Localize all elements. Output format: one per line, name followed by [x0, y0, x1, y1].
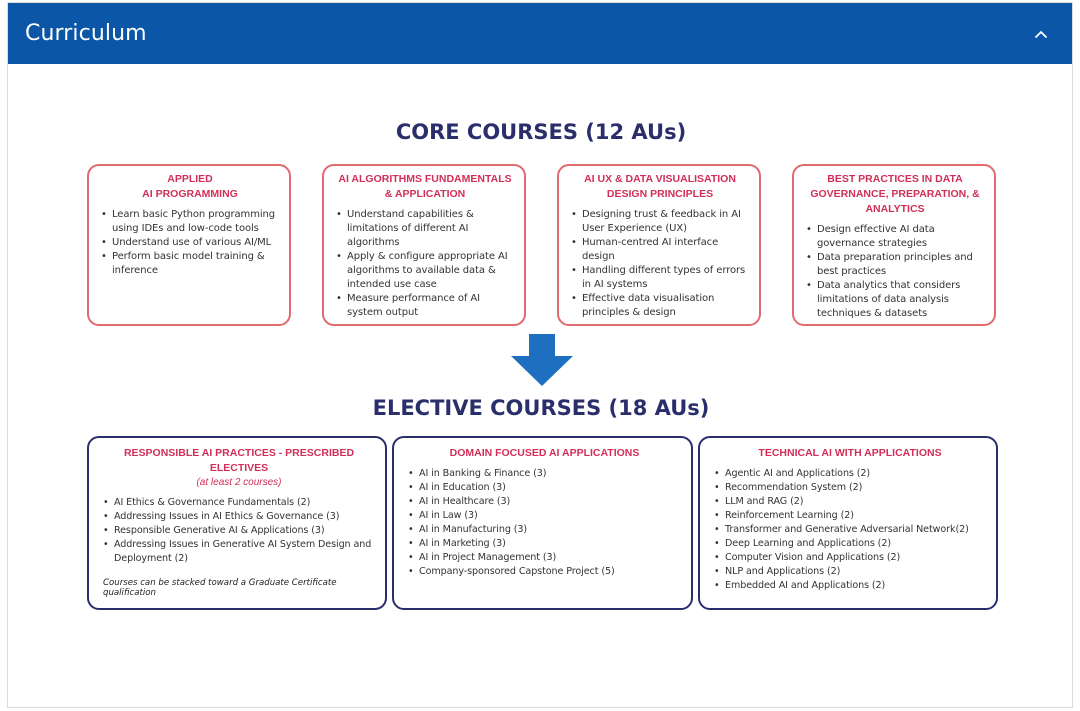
card-title: [336, 172, 514, 202]
course-list: [336, 208, 514, 320]
card-title: [571, 172, 749, 202]
list-item: • Perform basic model training & inference: [101, 250, 279, 278]
list-item: • AI in Law (3): [408, 509, 681, 523]
card-title-line: BEST PRACTICES IN DATA: [827, 173, 963, 185]
course-list: [806, 223, 984, 321]
core-card-2: [322, 164, 526, 326]
list-item: • Transformer and Generative Adversarial Network(2): [714, 523, 986, 537]
card-title-line: APPLIED: [167, 173, 213, 185]
list-item: • Data preparation principles and best practices: [806, 251, 984, 279]
card-title-line: DOMAIN FOCUSED AI APPLICATIONS: [449, 447, 640, 459]
list-item: • Agentic AI and Applications (2): [714, 467, 986, 481]
card-title: [103, 446, 375, 476]
card-title-line: GOVERNANCE, PREPARATION, &: [810, 188, 980, 200]
list-item: • Designing trust & feedback in AI User Experience (UX): [571, 208, 749, 236]
card-title: [101, 172, 279, 202]
course-list: [571, 208, 749, 320]
list-item: • Apply & configure appropriate AI algorithms to available data & intended use case: [336, 250, 514, 292]
course-list: [101, 208, 279, 278]
list-item: • Data analytics that considers limitations of data analysis techniques & datasets: [806, 279, 984, 321]
list-item: • AI in Project Management (3): [408, 551, 681, 565]
list-item: • AI in Manufacturing (3): [408, 523, 681, 537]
panel-title: Curriculum: [25, 21, 147, 46]
card-title: [806, 172, 984, 217]
list-item: • Design effective AI data governance strategies: [806, 223, 984, 251]
collapse-button[interactable]: [1028, 21, 1054, 47]
elective-card-3: [698, 436, 998, 610]
card-title-line: AI ALGORITHMS FUNDAMENTALS: [338, 173, 512, 185]
list-item: • Embedded AI and Applications (2): [714, 579, 986, 593]
list-item: • Effective data visualisation principles & design: [571, 292, 749, 320]
card-subtitle: (at least 2 courses): [196, 477, 282, 488]
elective-courses-title: ELECTIVE COURSES (18 AUs): [372, 396, 710, 420]
list-item: • AI in Banking & Finance (3): [408, 467, 681, 481]
list-item: • Recommendation System (2): [714, 481, 986, 495]
core-courses-title: CORE COURSES (12 AUs): [395, 120, 687, 144]
list-item: • NLP and Applications (2): [714, 565, 986, 579]
list-item: • AI in Marketing (3): [408, 537, 681, 551]
list-item: • Addressing Issues in Generative AI System Design and Deployment (2): [103, 538, 375, 566]
course-list: [714, 467, 986, 593]
elective-card-1: [87, 436, 387, 610]
list-item: • LLM and RAG (2): [714, 495, 986, 509]
card-title: [408, 446, 681, 461]
card-title-line: RESPONSIBLE AI PRACTICES - PRESCRIBED: [123, 447, 355, 459]
list-item: • Learn basic Python programming using IDEs and low-code tools: [101, 208, 279, 236]
card-title-line: TECHNICAL AI WITH APPLICATIONS: [758, 447, 942, 459]
list-item: • Addressing Issues in AI Ethics & Governance (3): [103, 510, 375, 524]
list-item: • Understand capabilities & limitations of different AI algorithms: [336, 208, 514, 250]
course-list: [408, 467, 681, 579]
list-item: • Human-centred AI interface design: [571, 236, 749, 264]
card-title-line: & APPLICATION: [384, 188, 466, 200]
card-title-line: AI UX & DATA VISUALISATION: [584, 173, 736, 185]
list-item: • Deep Learning and Applications (2): [714, 537, 986, 551]
list-item: • Reinforcement Learning (2): [714, 509, 986, 523]
course-list: [103, 496, 375, 566]
curriculum-panel: [7, 2, 1073, 708]
card-title-line: AI PROGRAMMING: [142, 188, 238, 200]
elective-card-2: [392, 436, 693, 610]
card-title-line: ANALYTICS: [865, 203, 925, 215]
core-card-1: [87, 164, 291, 326]
list-item: • AI in Education (3): [408, 481, 681, 495]
list-item: • Understand use of various AI/ML: [101, 236, 279, 250]
arrow-down-icon: [511, 334, 573, 386]
list-item: • Measure performance of AI system output: [336, 292, 514, 320]
card-title-line: DESIGN PRINCIPLES: [606, 188, 714, 200]
core-card-3: [557, 164, 761, 326]
list-item: • Company-sponsored Capstone Project (5): [408, 565, 681, 579]
list-item: • AI in Healthcare (3): [408, 495, 681, 509]
panel-header[interactable]: [8, 3, 1072, 64]
list-item: • AI Ethics & Governance Fundamentals (2): [103, 496, 375, 510]
stacking-note: Courses can be stacked toward a Graduate Certificate qualification: [103, 578, 337, 598]
card-title: [714, 446, 986, 461]
core-card-4: [792, 164, 996, 326]
list-item: • Responsible Generative AI & Applications (3): [103, 524, 375, 538]
chevron-up-icon: [1034, 27, 1048, 41]
list-item: • Computer Vision and Applications (2): [714, 551, 986, 565]
card-title-line: ELECTIVES: [209, 462, 269, 474]
list-item: • Handling different types of errors in AI systems: [571, 264, 749, 292]
